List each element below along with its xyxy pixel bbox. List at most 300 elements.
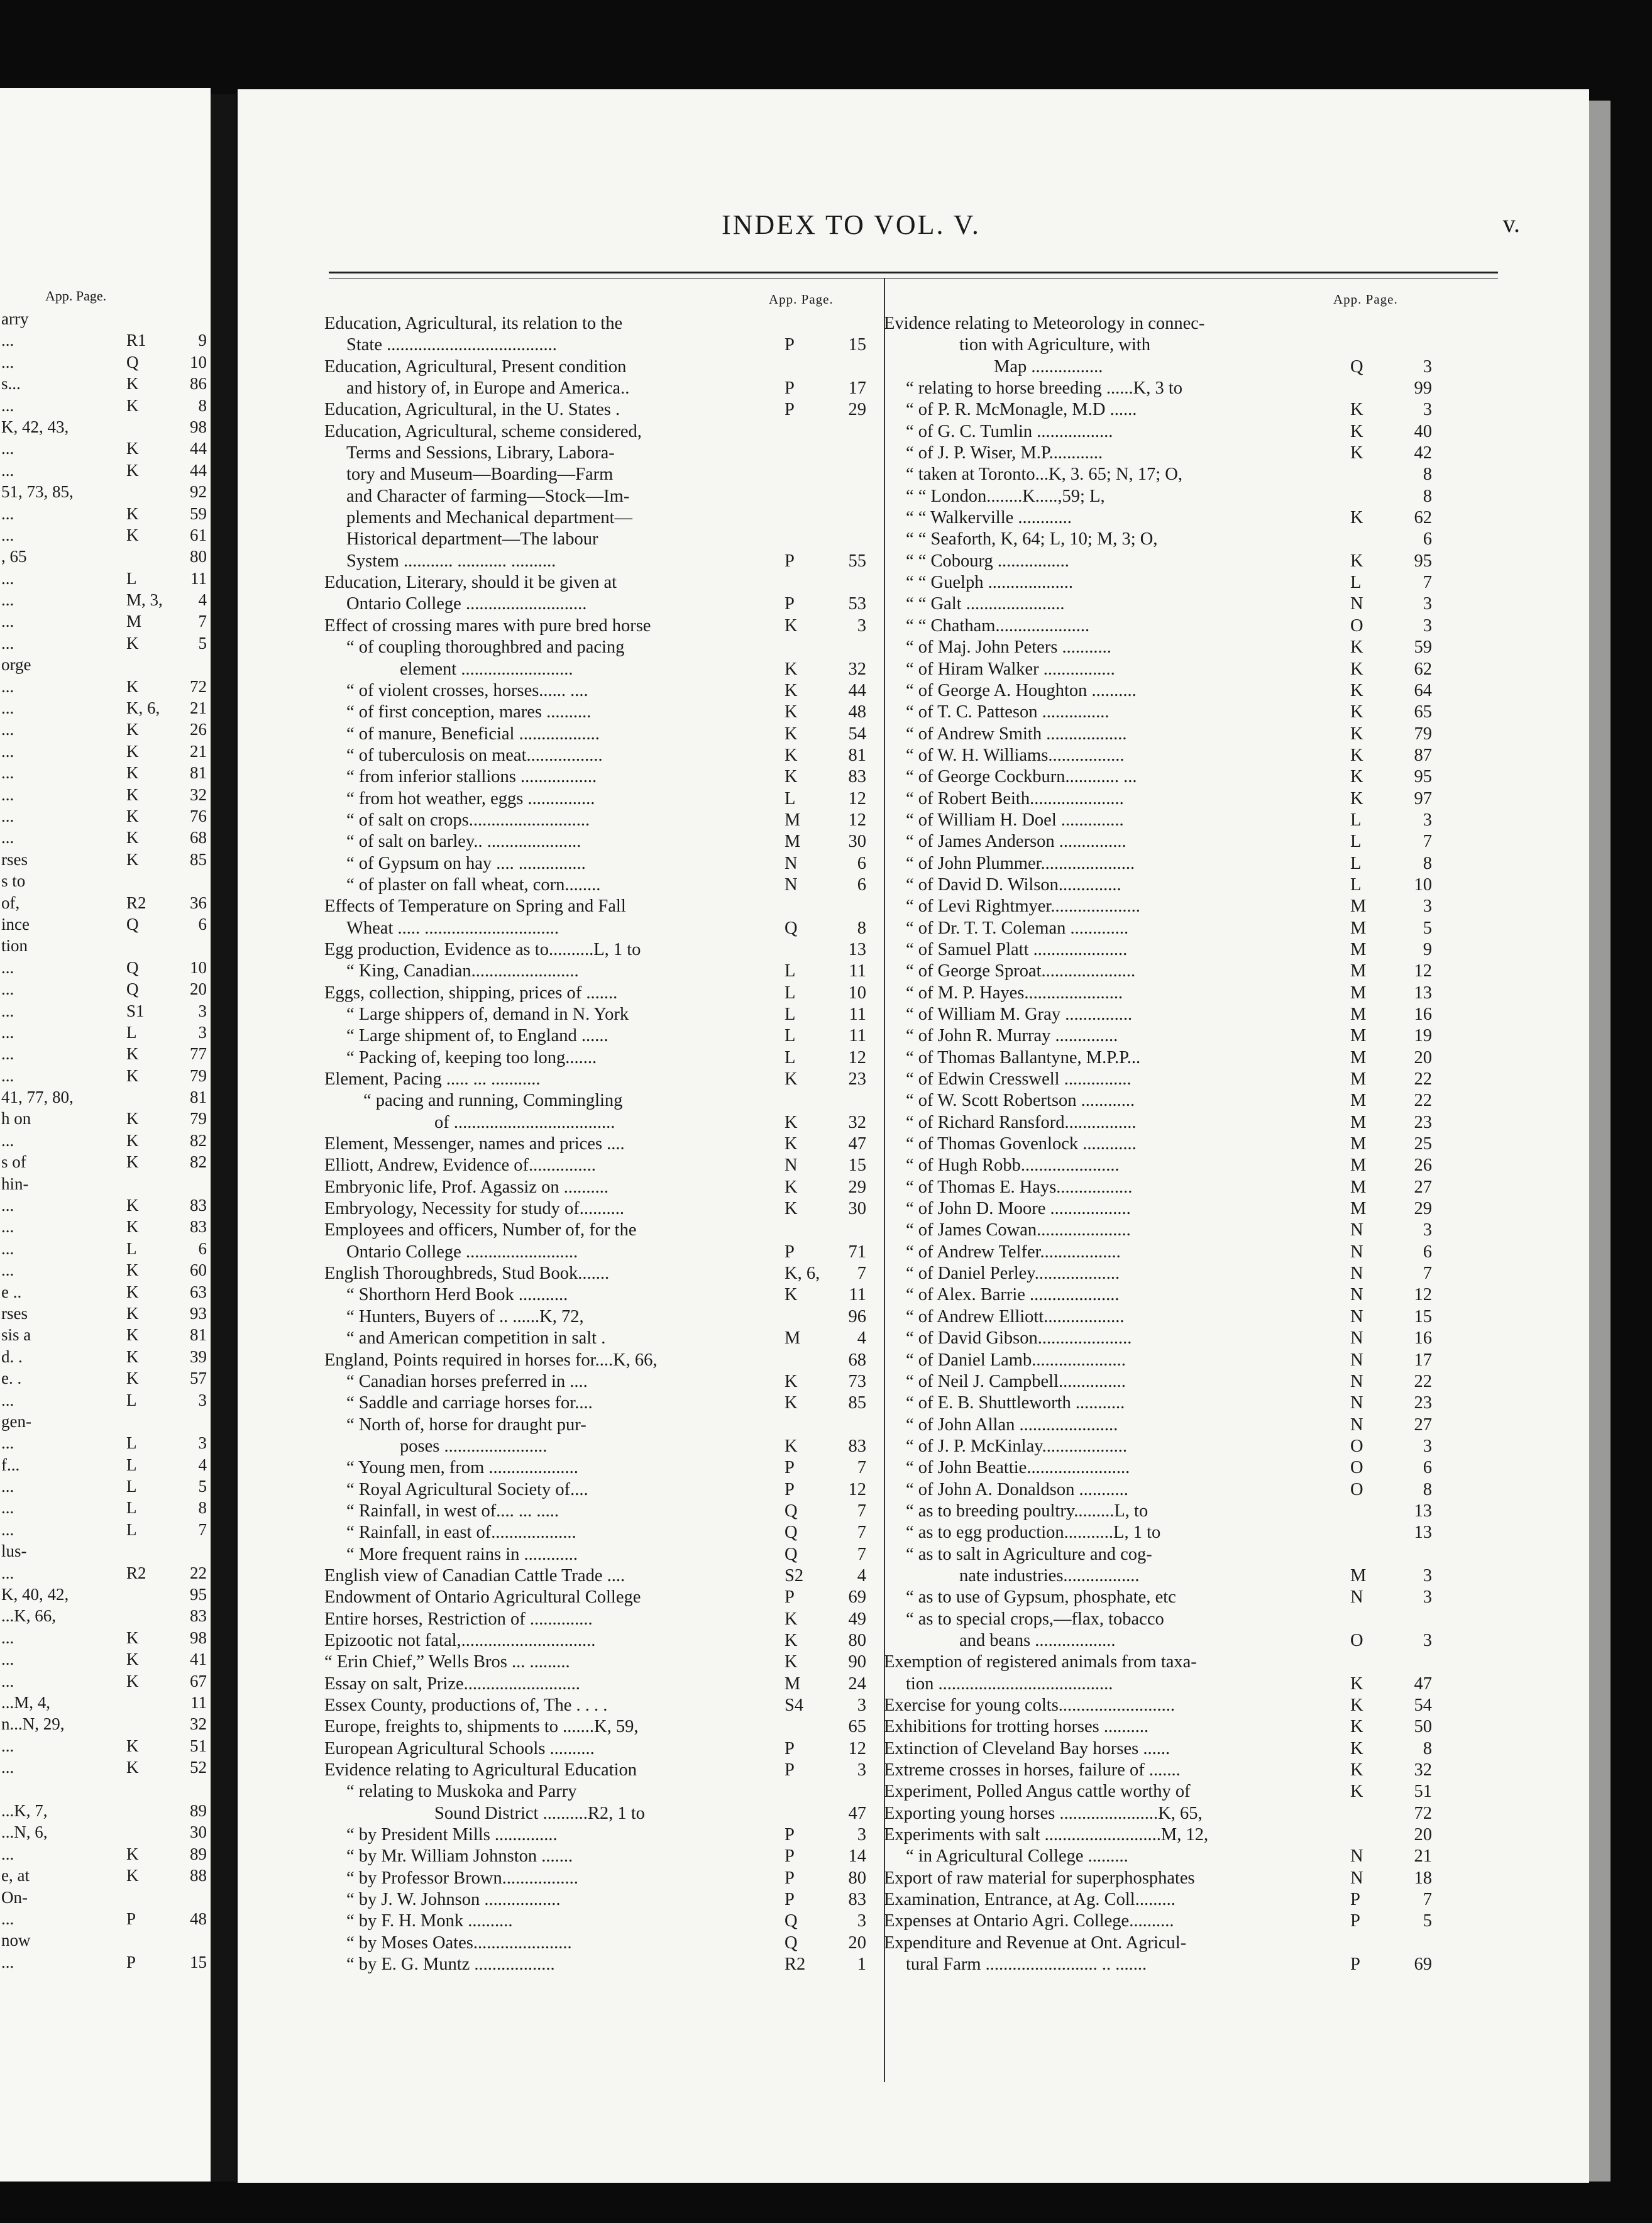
entry-page: 71 <box>848 1242 866 1262</box>
entry-page: 55 <box>848 551 866 571</box>
entry-page: 23 <box>1414 1393 1432 1413</box>
entry-appendix: K <box>126 1325 139 1345</box>
entry-page: 95 <box>190 1585 207 1604</box>
entry-text: ... <box>1 352 14 372</box>
entry-text: English view of Canadian Cattle Trade .... <box>324 1565 625 1586</box>
entry-appendix: K, 6, <box>785 1264 820 1284</box>
entry-appendix <box>785 1350 822 1371</box>
index-entry <box>884 896 1432 917</box>
entry-appendix: K <box>1350 1696 1363 1715</box>
entry-text: “ “ Cobourg ................ <box>906 551 1069 571</box>
entry-text: Embryology, Necessity for study of.......... <box>324 1199 625 1219</box>
entry-page: 54 <box>1414 1696 1432 1715</box>
entry-text: “ by Professor Brown................. <box>346 1868 578 1888</box>
entry-page: 3 <box>1423 356 1432 377</box>
entry-text: Historical department—The labour <box>346 529 598 549</box>
entry-page: 22 <box>1414 1371 1432 1391</box>
entry-text: ... <box>1 1758 14 1777</box>
entry-page: 63 <box>190 1282 207 1301</box>
entry-text: “ relating to Muskoka and Parry <box>346 1782 577 1802</box>
entry-page: 10 <box>190 352 207 372</box>
index-entry <box>0 1713 211 1735</box>
index-entry <box>324 1242 866 1263</box>
entry-page: 85 <box>848 1393 866 1413</box>
entry-text: Extinction of Cleveland Bay horses ...... <box>884 1738 1170 1758</box>
entry-appendix: M <box>1350 983 1367 1003</box>
index-entry <box>0 1432 211 1454</box>
entry-text: Exemption of registered animals from taxa- <box>884 1652 1197 1672</box>
entry-text: plements and Mechanical department— <box>346 508 633 528</box>
entry-text: “ of Neil J. Campbell............... <box>906 1371 1126 1391</box>
entry-text: “ in Agricultural College ......... <box>906 1846 1128 1867</box>
entry-text: “ of Thomas Ballantyne, M.P.P... <box>906 1047 1141 1067</box>
entry-text: “ “ Walkerville ............ <box>906 508 1072 528</box>
entry-text: “ of G. C. Tumlin ................. <box>906 421 1113 441</box>
entry-page: 8 <box>198 1498 207 1518</box>
index-entry <box>0 935 211 956</box>
entry-appendix: L <box>785 983 796 1003</box>
entry-page: 4 <box>857 1565 866 1586</box>
entry-page: 8 <box>1423 1479 1432 1499</box>
entry-text: ... <box>1 1628 14 1647</box>
entry-page <box>168 308 211 329</box>
index-entry <box>324 1004 866 1025</box>
index-entry <box>324 1630 866 1652</box>
index-entry <box>884 334 1432 356</box>
entry-page: 80 <box>190 547 207 566</box>
entry-page: 81 <box>848 745 866 765</box>
entry-text: ... <box>1 1671 14 1691</box>
entry-text: “ North of, horse for draught pur- <box>346 1415 586 1435</box>
index-entry <box>0 1843 211 1865</box>
page-title: INDEX TO VOL. V. <box>722 209 981 240</box>
entry-text: ... <box>1 785 14 804</box>
index-entry <box>324 356 866 378</box>
entry-appendix: S1 <box>126 1001 145 1020</box>
entry-appendix: Q <box>1350 356 1363 377</box>
entry-appendix: K <box>126 1260 139 1280</box>
entry-appendix <box>126 870 168 891</box>
entry-appendix <box>126 1605 168 1626</box>
index-entry <box>884 1716 1432 1738</box>
index-entry <box>0 1043 211 1064</box>
index-entry <box>324 1695 866 1716</box>
entry-appendix: K <box>126 1347 139 1366</box>
entry-text: Experiment, Polled Angus cattle worthy of <box>884 1782 1191 1802</box>
index-entry <box>0 762 211 783</box>
entry-page <box>1388 1933 1432 1954</box>
index-entry <box>324 443 866 464</box>
entry-appendix: N <box>1350 1285 1363 1305</box>
entry-appendix: Q <box>126 979 139 999</box>
entry-text: ... <box>1 1066 14 1085</box>
entry-page: 69 <box>848 1587 866 1608</box>
entry-appendix: Q <box>785 1544 798 1564</box>
entry-text: “ Young men, from .................... <box>346 1458 578 1478</box>
index-entry <box>0 1022 211 1043</box>
index-entry <box>0 373 211 394</box>
entry-page: 29 <box>848 1177 866 1197</box>
entry-text: Entire horses, Restriction of .............. <box>324 1609 593 1629</box>
entry-appendix: K <box>126 1369 139 1388</box>
index-entry <box>884 313 1432 334</box>
entry-page: 17 <box>1414 1350 1432 1370</box>
entry-appendix <box>126 546 168 567</box>
entry-appendix: K <box>1350 1674 1363 1694</box>
entry-appendix: N <box>1350 1846 1363 1867</box>
entry-page: 3 <box>857 1696 866 1715</box>
index-entry <box>324 507 866 529</box>
entry-page: 4 <box>198 1455 207 1474</box>
entry-appendix: N <box>1350 1587 1363 1608</box>
entry-page: 68 <box>848 1350 866 1370</box>
entry-appendix: K <box>785 1112 798 1132</box>
index-entry <box>0 460 211 481</box>
index-entry <box>884 1695 1432 1716</box>
entry-appendix: K <box>785 680 798 700</box>
index-entry <box>0 1389 211 1411</box>
index-entry <box>884 1306 1432 1328</box>
entry-text: ... <box>1 1498 14 1518</box>
entry-appendix: M <box>1350 939 1367 959</box>
entry-text: ... <box>1 1563 14 1582</box>
index-entry <box>324 1738 866 1760</box>
entry-appendix: K <box>785 745 798 765</box>
index-entry <box>884 1350 1432 1371</box>
entry-page: 85 <box>190 849 207 869</box>
entry-text: “ of Andrew Elliott.................. <box>906 1306 1125 1327</box>
entry-text: Endowment of Ontario Agricultural College <box>324 1587 641 1608</box>
entry-page: 32 <box>190 785 207 804</box>
entry-page <box>822 1415 866 1436</box>
index-entry <box>324 1134 866 1155</box>
index-entry <box>0 849 211 870</box>
index-entry <box>0 1259 211 1281</box>
entry-page: 6 <box>1423 529 1432 549</box>
entry-text: Extreme crosses in horses, failure of ....... <box>884 1760 1181 1780</box>
entry-page: 44 <box>190 439 207 458</box>
entry-text: ... <box>1 828 14 847</box>
entry-appendix: M <box>1350 1091 1367 1111</box>
entry-appendix: L <box>126 568 137 588</box>
index-entry <box>324 874 866 896</box>
entry-page: 19 <box>1414 1026 1432 1046</box>
entry-page: 61 <box>190 525 207 544</box>
index-entry <box>0 568 211 589</box>
entry-appendix: K <box>126 374 139 394</box>
entry-appendix: K <box>1350 443 1363 463</box>
entry-page <box>822 1220 866 1241</box>
entry-text: “ “ London........K.....,59; L, <box>906 486 1105 506</box>
entry-page: 7 <box>1423 832 1432 852</box>
entry-appendix: K <box>1350 724 1363 744</box>
index-entry <box>324 1350 866 1371</box>
index-entry <box>884 659 1432 680</box>
entry-appendix: N <box>785 853 798 873</box>
entry-page: 32 <box>848 659 866 679</box>
entry-appendix <box>785 529 822 550</box>
entry-page: 30 <box>848 1199 866 1219</box>
entry-text: “ of Daniel Lamb..................... <box>906 1350 1126 1370</box>
index-entry <box>0 1497 211 1518</box>
entry-page: 69 <box>1414 1955 1432 1975</box>
entry-appendix: R2 <box>126 893 146 912</box>
entry-appendix: K <box>126 676 139 696</box>
entry-page <box>168 1173 211 1194</box>
index-entry <box>324 1371 866 1393</box>
entry-text: “ of W. Scott Robertson ............ <box>906 1091 1135 1111</box>
entry-appendix: M <box>1350 1199 1367 1219</box>
entry-text: ... <box>1 439 14 458</box>
entry-page: 62 <box>1414 508 1432 528</box>
entry-page: 80 <box>848 1868 866 1888</box>
entry-text: gen- <box>1 1411 31 1431</box>
index-entry <box>884 745 1432 766</box>
entry-text: Exporting young horses ......................K, 65, <box>884 1803 1203 1823</box>
index-entry <box>0 1454 211 1476</box>
entry-page: 13 <box>1414 983 1432 1003</box>
entry-page: 98 <box>190 1628 207 1647</box>
entry-appendix <box>126 481 168 502</box>
entry-page: 79 <box>190 1066 207 1085</box>
entry-appendix: Q <box>785 1523 798 1543</box>
entry-appendix: Q <box>785 1501 798 1521</box>
entry-appendix: K <box>126 1130 139 1150</box>
entry-appendix: K <box>126 439 139 458</box>
entry-text: “ of P. R. McMonagle, M.D ...... <box>906 400 1137 420</box>
entry-page: 26 <box>190 720 207 739</box>
index-entry <box>884 983 1432 1004</box>
index-entry <box>324 702 866 723</box>
index-entry <box>324 1112 866 1134</box>
entry-text: “ as to salt in Agriculture and cog- <box>906 1544 1152 1564</box>
index-entry <box>0 1648 211 1670</box>
entry-appendix <box>126 308 168 329</box>
entry-text: System ........... ........... .......... <box>346 551 556 571</box>
entry-text: ... <box>1 612 14 631</box>
entry-appendix: K <box>1350 1717 1363 1737</box>
entry-text: “ of Andrew Smith .................. <box>906 724 1127 744</box>
entry-page: 32 <box>1414 1760 1432 1780</box>
entry-text: “ and American competition in salt . <box>346 1328 606 1349</box>
entry-appendix: S2 <box>785 1565 804 1586</box>
index-entry <box>324 1933 866 1954</box>
entry-text: Effects of Temperature on Spring and Fall <box>324 896 626 917</box>
entry-text: State ...................................... <box>346 335 557 355</box>
entry-text: 41, 77, 80, <box>1 1088 74 1107</box>
index-entry <box>0 1173 211 1194</box>
entry-appendix <box>785 507 822 529</box>
entry-appendix: M <box>1350 1047 1367 1067</box>
index-entry <box>0 1346 211 1367</box>
entry-appendix <box>126 1173 168 1194</box>
entry-page: 12 <box>848 788 866 808</box>
index-entry <box>324 1025 866 1047</box>
entry-appendix: O <box>1350 1630 1363 1650</box>
index-entry <box>324 831 866 852</box>
index-entry <box>884 1738 1432 1760</box>
entry-appendix: Q <box>126 914 139 934</box>
entry-page: 8 <box>1423 853 1432 873</box>
entry-page: 47 <box>848 1803 866 1823</box>
entry-appendix: P <box>785 378 795 399</box>
entry-page: 5 <box>198 633 207 653</box>
entry-appendix: K <box>785 1436 798 1456</box>
index-entry <box>324 378 866 399</box>
entry-appendix: K <box>126 1628 139 1647</box>
entry-page: 67 <box>190 1671 207 1691</box>
index-entry <box>0 589 211 610</box>
index-entry <box>324 961 866 982</box>
entry-appendix <box>126 1692 168 1713</box>
index-entry <box>0 1670 211 1692</box>
entry-page <box>822 1090 866 1112</box>
entry-appendix: K <box>785 1609 798 1629</box>
index-entry <box>884 1112 1432 1134</box>
entry-page: 17 <box>848 378 866 399</box>
entry-page: 95 <box>1414 767 1432 787</box>
entry-appendix: P <box>785 1587 795 1608</box>
entry-text: Ontario College ......................... <box>346 1242 578 1262</box>
index-entry <box>0 1151 211 1172</box>
index-entry <box>0 870 211 891</box>
index-entry <box>324 1609 866 1630</box>
entry-appendix <box>126 1086 168 1108</box>
index-entry <box>0 1908 211 1929</box>
entry-text: s... <box>1 374 21 394</box>
index-entry <box>0 524 211 546</box>
entry-text: ... <box>1 633 14 653</box>
entry-page: 10 <box>848 983 866 1003</box>
index-entry <box>884 1652 1432 1673</box>
entry-page: 5 <box>198 1477 207 1496</box>
index-entry <box>884 939 1432 961</box>
entry-text: n...N, 29, <box>1 1714 65 1734</box>
entry-appendix: L <box>1350 832 1362 852</box>
entry-text: ... <box>1 1844 14 1863</box>
entry-appendix: K <box>126 1044 139 1064</box>
entry-page: 64 <box>1414 680 1432 700</box>
entry-text: Effect of crossing mares with pure bred horse <box>324 615 651 636</box>
entry-page: 8 <box>198 395 207 415</box>
index-entry <box>884 680 1432 702</box>
index-entry <box>0 1324 211 1345</box>
entry-text: “ of John Allan ...................... <box>906 1415 1118 1435</box>
entry-page: 3 <box>857 615 866 636</box>
entry-text: and history of, in Europe and America.. <box>346 378 630 399</box>
entry-appendix: N <box>1350 1242 1363 1262</box>
entry-page: 50 <box>1414 1717 1432 1737</box>
entry-appendix <box>1350 1501 1388 1522</box>
entry-page <box>168 1929 211 1951</box>
entry-page <box>822 356 866 378</box>
index-entry <box>324 1716 866 1738</box>
entry-text: ... <box>1 1390 14 1409</box>
entry-page <box>168 935 211 956</box>
entry-appendix: K <box>126 1866 139 1885</box>
entry-text: poses ....................... <box>400 1436 548 1456</box>
index-entry <box>884 356 1432 378</box>
entry-appendix: M <box>1350 1112 1367 1132</box>
entry-appendix: M, 3, <box>126 590 163 610</box>
entry-appendix: K <box>785 702 798 722</box>
entry-appendix: R2 <box>785 1955 806 1975</box>
index-entry <box>884 831 1432 852</box>
entry-text: e, at <box>1 1866 30 1885</box>
index-entry <box>324 766 866 788</box>
entry-text: s to <box>1 871 26 891</box>
entry-appendix: K <box>1350 551 1363 571</box>
entry-appendix: K <box>785 724 798 744</box>
entry-text: “ Canadian horses preferred in .... <box>346 1371 588 1391</box>
index-entry <box>0 827 211 848</box>
index-entry <box>884 1760 1432 1781</box>
entry-appendix: N <box>785 874 798 895</box>
index-entry <box>324 680 866 702</box>
entry-appendix: P <box>785 1868 795 1888</box>
entry-text: ... <box>1 1520 14 1539</box>
entry-page <box>822 486 866 507</box>
entry-page: 92 <box>190 482 207 502</box>
entry-page: 7 <box>198 1520 207 1539</box>
entry-appendix: L <box>785 961 796 981</box>
index-entry <box>324 1544 866 1565</box>
index-entry <box>324 1587 866 1608</box>
entry-text: tural Farm ......................... .. ....... <box>906 1955 1147 1975</box>
entry-text: Ontario College ........................... <box>346 594 587 614</box>
index-entry <box>884 1954 1432 1975</box>
entry-appendix: L <box>126 1498 137 1518</box>
entry-page: 83 <box>848 1436 866 1456</box>
index-entry <box>884 1090 1432 1112</box>
entry-text: “ of John Plummer..................... <box>906 853 1135 873</box>
index-entry <box>324 1177 866 1198</box>
entry-appendix <box>1350 1609 1388 1630</box>
entry-text: Elliott, Andrew, Evidence of............... <box>324 1156 596 1176</box>
entry-text: Expenses at Ontario Agri. College.......... <box>884 1911 1174 1931</box>
col2-heading: App. Page. <box>1333 292 1398 307</box>
entry-text: rses <box>1 1303 28 1323</box>
entry-text: ince <box>1 914 30 934</box>
index-entry <box>884 1803 1432 1824</box>
index-entry <box>0 1065 211 1086</box>
entry-page: 73 <box>848 1371 866 1391</box>
index-entry <box>324 637 866 658</box>
entry-text: “ of salt on barley.. ..................... <box>346 832 581 852</box>
entry-page: 87 <box>1414 745 1432 765</box>
entry-appendix: K <box>126 741 139 761</box>
entry-page <box>1388 1544 1432 1565</box>
entry-page: 59 <box>190 504 207 523</box>
index-entry <box>0 784 211 805</box>
index-entry <box>324 1306 866 1328</box>
index-entry <box>324 1284 866 1306</box>
entry-text: “ of George A. Houghton .......... <box>906 680 1137 700</box>
index-entry <box>324 659 866 680</box>
entry-appendix: P <box>1350 1911 1360 1931</box>
entry-text: ... <box>1 568 14 588</box>
entry-appendix <box>126 1821 168 1843</box>
entry-text: “ by Mr. William Johnston ....... <box>346 1846 573 1867</box>
entry-appendix: P <box>785 1890 795 1910</box>
entry-page <box>168 1887 211 1908</box>
entry-appendix: P <box>785 1846 795 1867</box>
entry-text: ... <box>1 1217 14 1237</box>
entry-text: element ......................... <box>400 659 573 679</box>
entry-text: “ taken at Toronto...K, 3. 65; N, 17; O, <box>906 465 1182 485</box>
entry-appendix <box>785 896 822 917</box>
entry-appendix: L <box>126 1520 137 1539</box>
